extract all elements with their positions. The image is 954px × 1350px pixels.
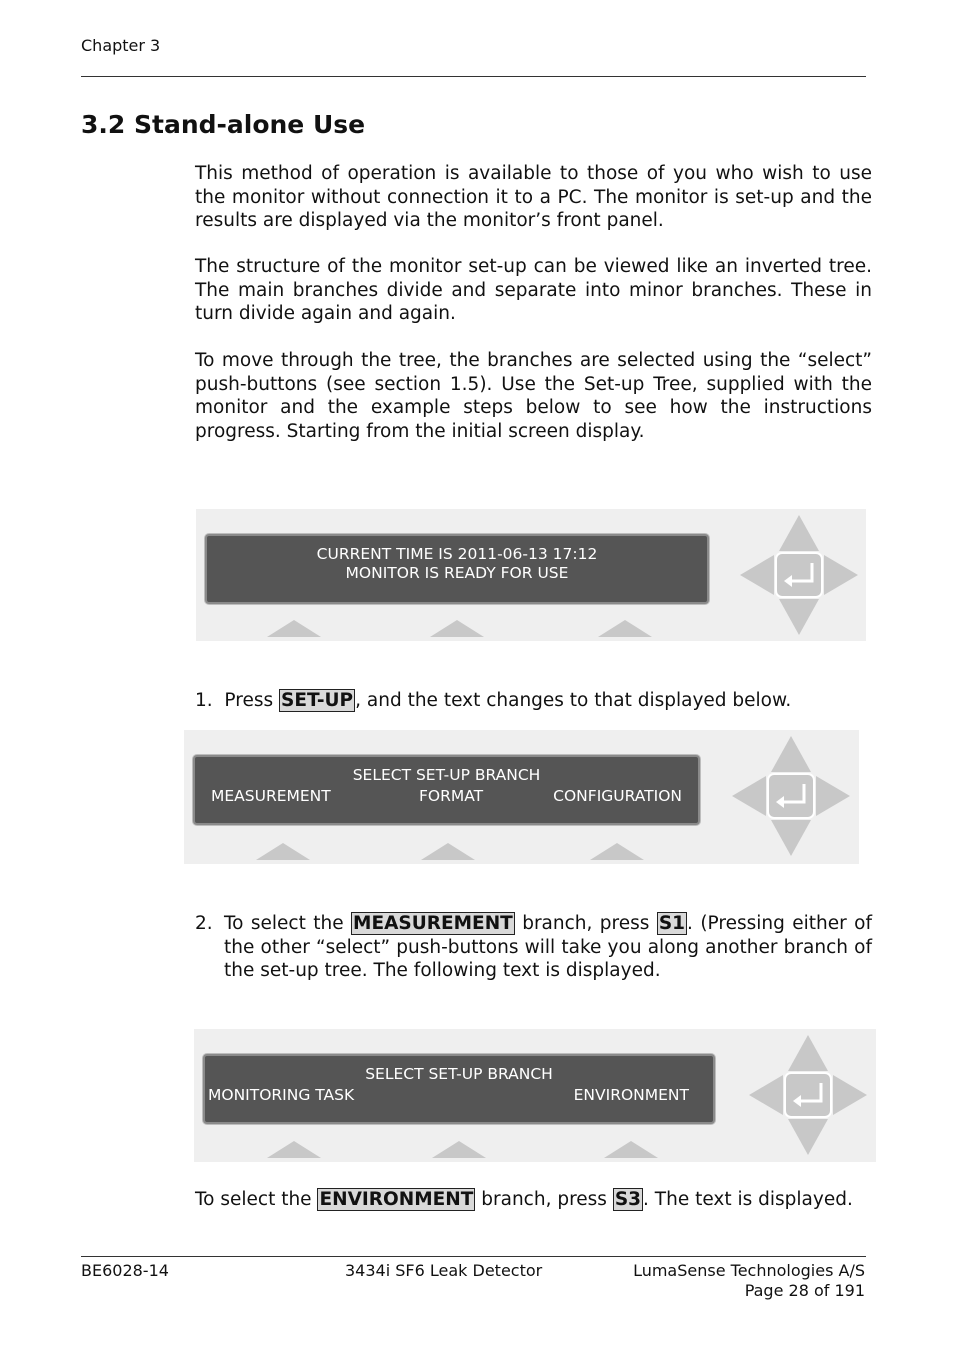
footer-page-number: Page 28 of 191 <box>744 1281 865 1300</box>
select-button-s1-icon <box>267 620 321 637</box>
lcd-screen <box>193 755 700 825</box>
footer-product: 3434i SF6 Leak Detector <box>345 1261 543 1280</box>
paragraph-3: To move through the tree, the branches are selected using the “select” push-buttons (see section 1.5). Use the Set-up Tree, supplied with the monitor and the example steps below to see how the instructions progress. Starting from the initial screen display. <box>195 350 872 442</box>
navigation-pad-icon <box>747 1033 869 1157</box>
lcd-line-2: MONITOR IS READY FOR USE <box>345 564 569 582</box>
lcd-screen <box>203 1054 715 1124</box>
lcd-option-monitoring-task: MONITORING TASK <box>208 1086 355 1104</box>
measurement-key: MEASUREMENT <box>353 913 513 934</box>
footer-doc-id: BE6028-14 <box>81 1261 169 1280</box>
section-title: 3.2 Stand-alone Use <box>81 110 366 139</box>
select-button-s3-icon <box>604 1141 658 1158</box>
environment-key: ENVIRONMENT <box>319 1189 474 1210</box>
chapter-header: Chapter 3 <box>81 36 161 55</box>
navigation-pad-icon <box>730 734 852 858</box>
lcd-option-measurement: MEASUREMENT <box>211 787 331 805</box>
select-button-s1-icon <box>267 1141 321 1158</box>
step-3: To select the ENVIRONMENT branch, press S3 . The text is displayed. <box>195 1189 853 1210</box>
select-button-s3-icon <box>590 843 644 860</box>
select-button-s3-icon <box>598 620 652 637</box>
lcd-option-environment: ENVIRONMENT <box>573 1086 689 1104</box>
paragraph-2: The structure of the monitor set-up can be viewed like an inverted tree. The main branches divide and separate into minor branches. These in turn divide again and again. <box>195 256 872 324</box>
select-button-s2-icon <box>430 620 484 637</box>
s1-key: S1 <box>658 913 686 934</box>
front-panel-display-3 <box>194 1029 876 1162</box>
select-button-s2-icon <box>421 843 475 860</box>
footer-company: LumaSense Technologies A/S <box>633 1261 865 1280</box>
lcd-option-configuration: CONFIGURATION <box>553 787 682 805</box>
lcd-line-1: SELECT SET-UP BRANCH <box>365 1065 553 1083</box>
footer-rule <box>81 1256 866 1257</box>
select-button-s1-icon <box>256 843 310 860</box>
setup-key: SET-UP <box>281 690 354 711</box>
select-button-s2-icon <box>432 1141 486 1158</box>
step-1: 1. Press SET-UP , and the text changes to that displayed below. <box>195 690 792 711</box>
header-rule <box>81 76 866 77</box>
lcd-line-1: SELECT SET-UP BRANCH <box>352 766 541 784</box>
front-panel-display-2 <box>184 730 859 864</box>
lcd-option-format: FORMAT <box>419 787 484 805</box>
step-2: 2. To select the MEASUREMENT branch, press S1 . (Pressing either of the other “select” push-buttons will take you along another branch of the set-up tree. The following text is displayed. <box>195 913 872 981</box>
front-panel-display-1 <box>196 509 866 641</box>
lcd-screen <box>205 534 709 604</box>
paragraph-1: This method of operation is available to those of you who wish to use the monitor without connection it to a PC. The monitor is set-up and the results are displayed via the monitor’s front panel. <box>195 163 872 231</box>
lcd-line-1: CURRENT TIME IS 2011-06-13 17:12 <box>316 545 598 563</box>
navigation-pad-icon <box>738 513 860 637</box>
s3-key: S3 <box>614 1189 642 1210</box>
